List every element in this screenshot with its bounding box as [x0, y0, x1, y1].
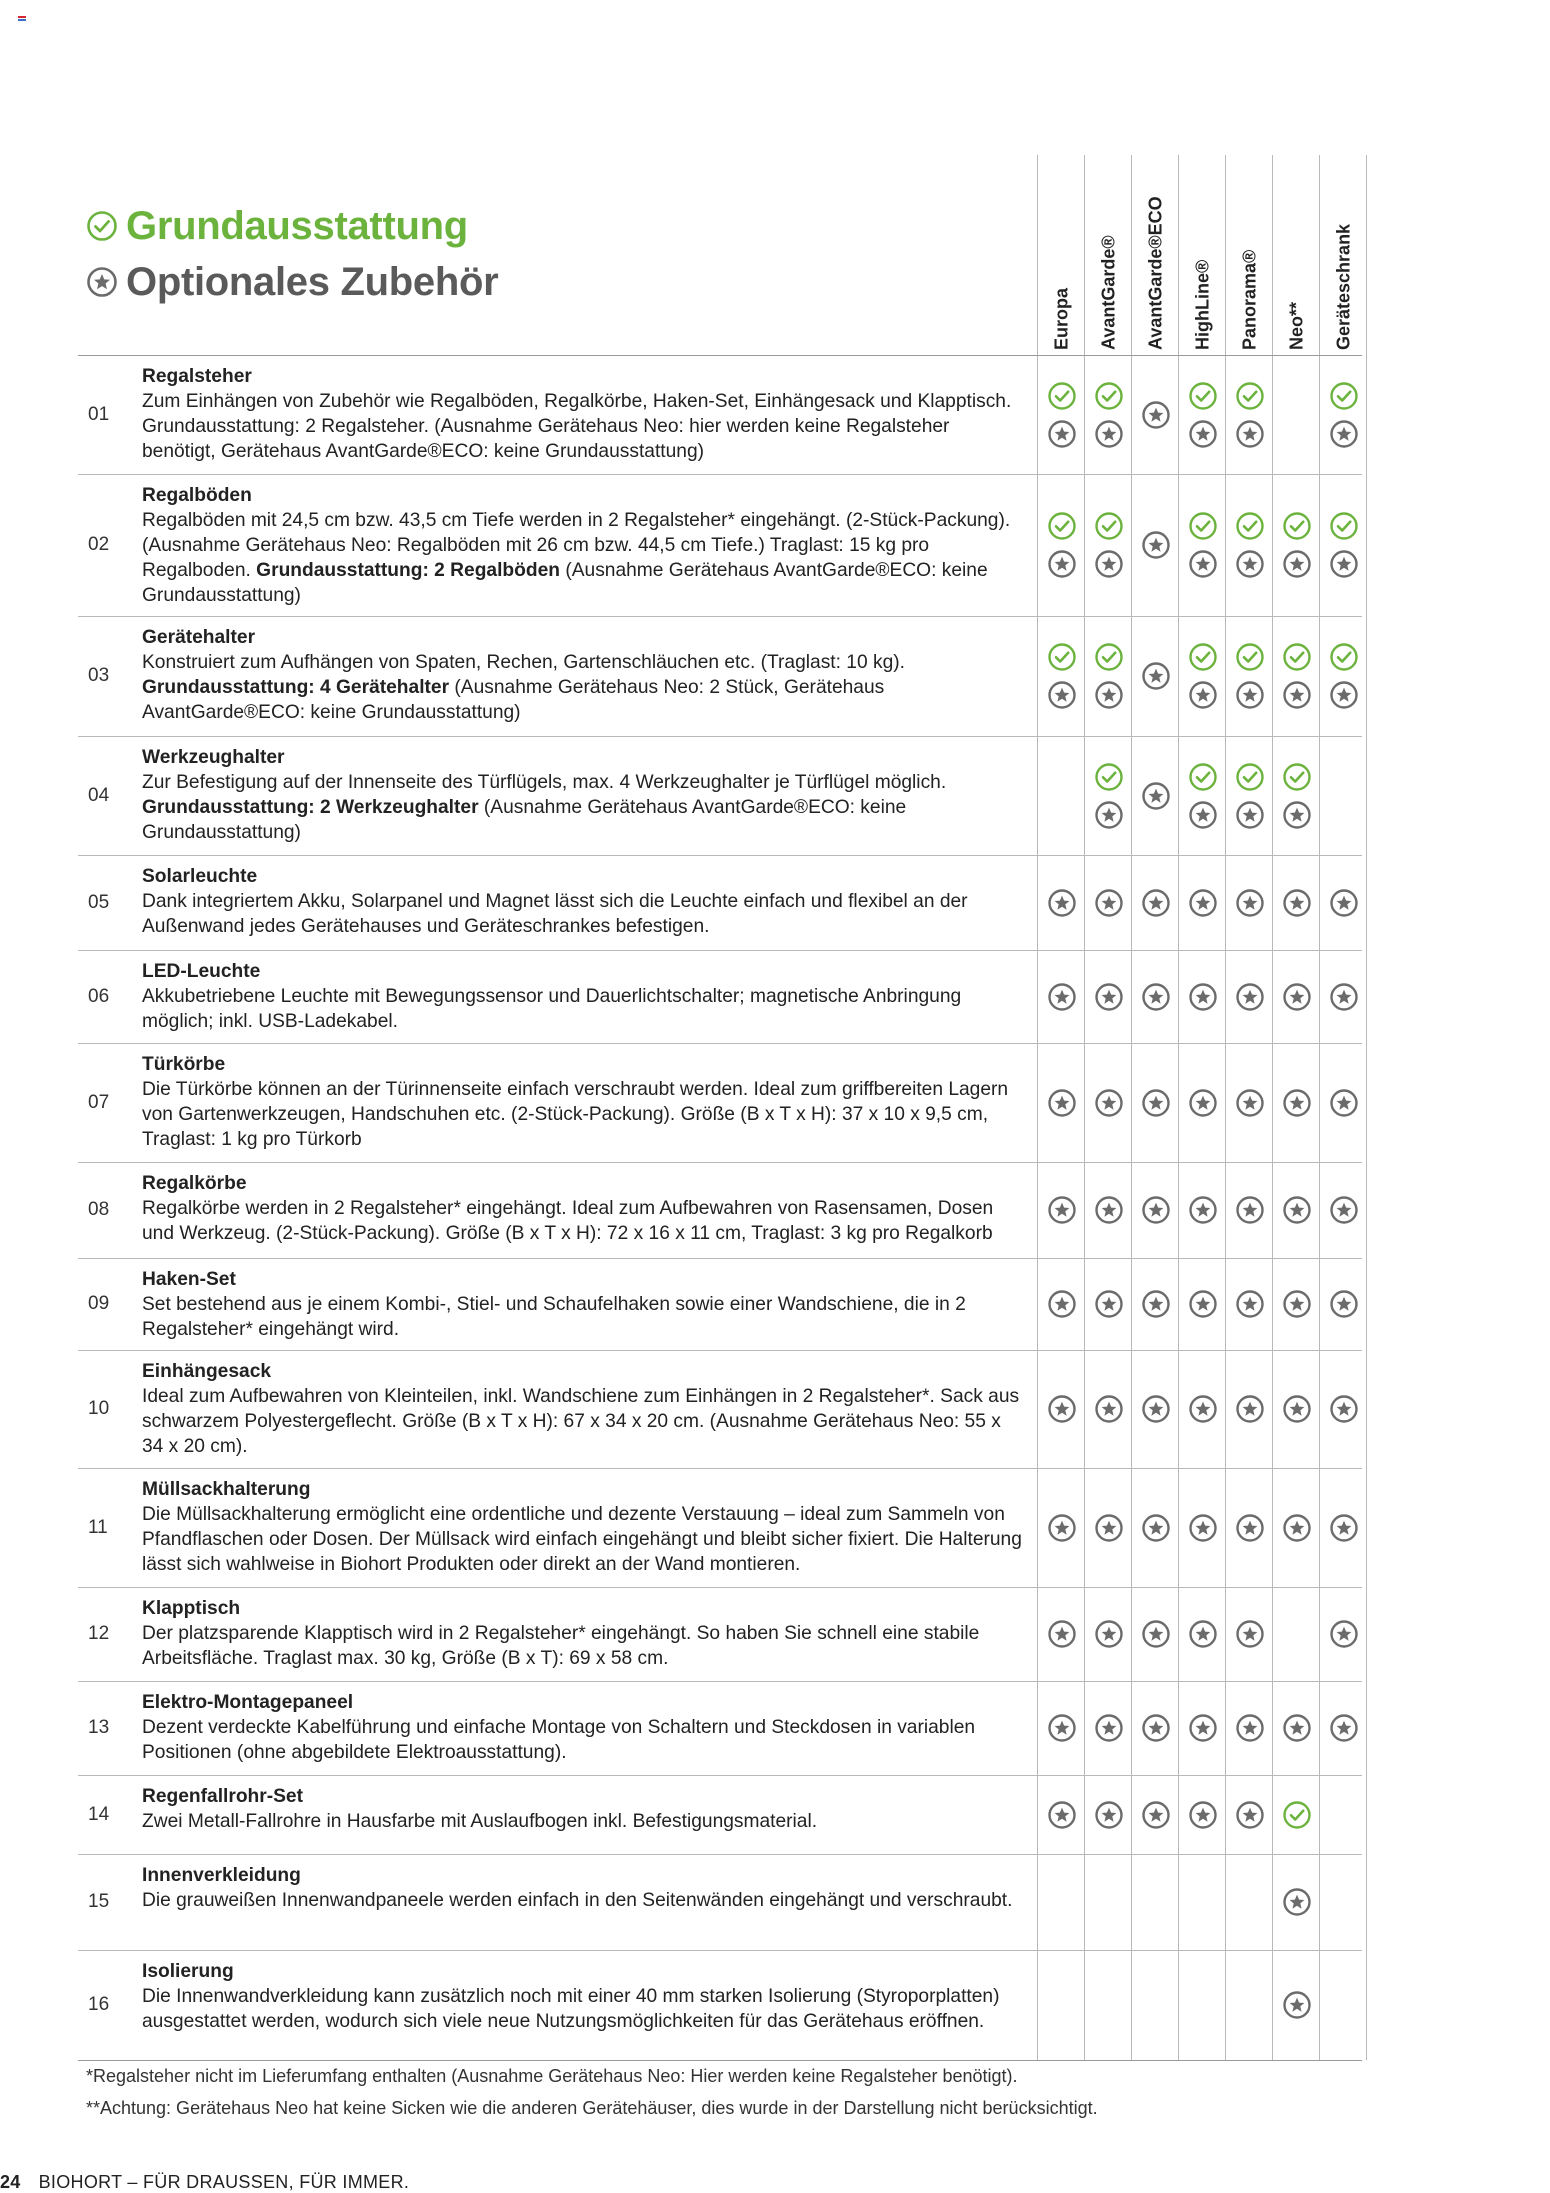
optional-star-icon — [1188, 1394, 1218, 1424]
row-description-standard: Grundausstattung: 4 Gerätehalter — [142, 677, 450, 698]
row-title: Innenverkleidung — [142, 1865, 301, 1886]
standard-check-icon — [1235, 511, 1265, 541]
optional-star-icon — [1047, 419, 1077, 449]
optional-star-icon — [1047, 1800, 1077, 1830]
row-content — [142, 1477, 1022, 1577]
optional-star-icon — [1282, 1195, 1312, 1225]
optional-star-icon — [1141, 1195, 1171, 1225]
row-title: Elektro-Montagepaneel — [142, 1692, 354, 1713]
model-header — [1274, 160, 1320, 350]
legend — [86, 198, 498, 310]
optional-star-icon — [1094, 1195, 1124, 1225]
row-description: Die Innenwandverkleidung kann zusätzlich noch mit einer 40 mm starken Isolierung (Styroporplatten) ausgestattet werden, wodurch sich viele neue Nutzungsmöglichkeiten für das Gerätehaus eröffnen. — [142, 1986, 1000, 2032]
standard-check-icon — [1188, 762, 1218, 792]
optional-star-icon — [1235, 549, 1265, 579]
optional-star-icon — [1235, 800, 1265, 830]
model-header — [1039, 160, 1085, 350]
model-header-label: AvantGarde®ECO — [1145, 196, 1166, 350]
legend-optional — [86, 254, 498, 310]
optional-star-icon — [1188, 800, 1218, 830]
optional-star-icon — [1141, 1394, 1171, 1424]
optional-star-icon — [1094, 1713, 1124, 1743]
row-content — [142, 1596, 1022, 1671]
row-description-note: (Ausnahme Gerätehaus Neo: 2 Stück, Gerätehaus AvantGarde®ECO: keine Grundausstattung) — [142, 677, 885, 723]
row-content — [142, 625, 1022, 725]
row-title: Einhängesack — [142, 1361, 272, 1382]
optional-star-icon — [1047, 680, 1077, 710]
row-content — [142, 364, 1022, 464]
optional-star-icon — [1282, 1990, 1312, 2020]
model-header-label: Panorama® — [1239, 249, 1260, 350]
legend-standard-label: Grundausstattung — [126, 203, 468, 248]
standard-check-icon — [1282, 762, 1312, 792]
optional-star-icon — [1188, 1088, 1218, 1118]
row-description: Ideal zum Aufbewahren von Kleinteilen, inkl. Wandschiene zum Einhängen in 2 Regalsteher*. Sack aus schwarzem Polyestergeflecht. Größe (B x T x H): 67 x 34 x 20 cm. (Ausnahme Gerätehaus Neo: 55 x 34 x 20 cm). — [142, 1386, 1020, 1457]
table-row — [78, 1950, 1362, 2060]
optional-star-icon — [1047, 1713, 1077, 1743]
optional-star-icon — [1094, 1289, 1124, 1319]
optional-star-icon — [1094, 1619, 1124, 1649]
optional-star-icon — [1329, 1394, 1359, 1424]
row-description: Konstruiert zum Aufhängen von Spaten, Rechen, Gartenschläuchen etc. (Traglast: 10 kg). — [142, 652, 905, 673]
optional-star-icon — [1282, 1394, 1312, 1424]
row-description: Dezent verdeckte Kabelführung und einfache Montage von Schaltern und Steckdosen in variablen Positionen (ohne abgebildete Elektroausstattung). — [142, 1717, 976, 1763]
check-circle-icon — [86, 210, 118, 242]
optional-star-icon — [1329, 419, 1359, 449]
optional-star-icon — [1094, 800, 1124, 830]
optional-star-icon — [1282, 680, 1312, 710]
standard-check-icon — [1188, 511, 1218, 541]
row-description: Regalböden mit 24,5 cm bzw. 43,5 cm Tiefe werden in 2 Regalsteher* eingehängt. (2-Stück-Packung). (Ausnahme Gerätehaus Neo: Regalböden mit 26 cm bzw. 44,5 cm Tiefe.) Traglast: 15 kg pro Regalboden. — [142, 510, 1011, 581]
optional-star-icon — [1188, 1289, 1218, 1319]
row-description: Zur Befestigung auf der Innenseite des Türflügels, max. 4 Werkzeughalter je Türflügel möglich. — [142, 772, 947, 793]
optional-star-icon — [1235, 1800, 1265, 1830]
footnote-2: **Achtung: Gerätehaus Neo hat keine Sicken wie die anderen Gerätehäuser, dies wurde in der Darstellung nicht berücksichtigt. — [86, 2098, 1098, 2118]
optional-star-icon — [1094, 419, 1124, 449]
optional-star-icon — [1329, 680, 1359, 710]
optional-star-icon — [1329, 549, 1359, 579]
row-number: 07 — [88, 1091, 110, 1113]
row-description-standard: Grundausstattung: 2 Regalböden — [256, 560, 560, 581]
row-description-standard: Grundausstattung: 2 Werkzeughalter — [142, 797, 479, 818]
row-number: 14 — [88, 1803, 110, 1825]
optional-star-icon — [1047, 982, 1077, 1012]
row-title: LED-Leuchte — [142, 961, 261, 982]
row-title: Regalsteher — [142, 366, 252, 387]
row-title: Müllsackhalterung — [142, 1479, 311, 1500]
model-header — [1086, 160, 1132, 350]
row-content — [142, 959, 1022, 1034]
row-content — [142, 483, 1022, 608]
row-title: Regalböden — [142, 485, 252, 506]
standard-check-icon — [1094, 511, 1124, 541]
row-number: 12 — [88, 1623, 110, 1644]
standard-check-icon — [1235, 642, 1265, 672]
row-number: 13 — [88, 1717, 110, 1738]
footnote-1: *Regalsteher nicht im Lieferumfang enthalten (Ausnahme Gerätehaus Neo: Hier werden keine Regalsteher benötigt). — [86, 2066, 1018, 2086]
standard-check-icon — [1188, 381, 1218, 411]
standard-check-icon — [1329, 381, 1359, 411]
legend-standard — [86, 198, 498, 254]
row-description: Die Müllsackhalterung ermöglicht eine ordentliche und dezente Verstauung – ideal zum Sammeln von Pfandflaschen oder Dosen. Der Müllsack wird einfach eingehängt und bleibt sicher fixiert. Die Halterung lässt sich wahlweise in Biohort Produkten oder direkt an der Wand montieren. — [142, 1504, 1022, 1575]
row-content — [142, 1863, 1022, 1913]
optional-star-icon — [1094, 680, 1124, 710]
optional-star-icon — [1094, 982, 1124, 1012]
optional-star-icon — [1141, 530, 1171, 560]
row-number: 06 — [88, 985, 110, 1007]
optional-star-icon — [1094, 888, 1124, 918]
optional-star-icon — [1282, 1887, 1312, 1917]
legend-optional-label: Optionales Zubehör — [126, 259, 499, 304]
optional-star-icon — [1282, 800, 1312, 830]
model-header-label: HighLine® — [1192, 259, 1213, 350]
row-content — [142, 1359, 1022, 1459]
standard-check-icon — [1235, 762, 1265, 792]
optional-star-icon — [1329, 1619, 1359, 1649]
optional-star-icon — [1047, 1289, 1077, 1319]
optional-star-icon — [1141, 888, 1171, 918]
row-description: Regalkörbe werden in 2 Regalsteher* eingehängt. Ideal zum Aufbewahren von Rasensamen, Dosen und Werkzeug. (2-Stück-Packung). Größe (B x T x H): 72 x 16 x 11 cm, Traglast: 3 kg pro Regalkorb — [142, 1198, 994, 1244]
optional-star-icon — [1329, 1195, 1359, 1225]
optional-star-icon — [1094, 1088, 1124, 1118]
language-flag-icon — [18, 16, 26, 24]
optional-star-icon — [1047, 888, 1077, 918]
optional-star-icon — [1188, 1619, 1218, 1649]
optional-star-icon — [1047, 1195, 1077, 1225]
model-header — [1227, 160, 1273, 350]
optional-star-icon — [1047, 549, 1077, 579]
optional-star-icon — [1188, 888, 1218, 918]
row-description: Zum Einhängen von Zubehör wie Regalböden, Regalkörbe, Haken-Set, Einhängesack und Klapptisch. Grundausstattung: 2 Regalsteher. (Ausnahme Gerätehaus Neo: hier werden keine Regalsteher benötigt, Gerätehaus AvantGarde®ECO: keine Grundausstattung) — [142, 391, 1012, 462]
row-description: Der platzsparende Klapptisch wird in 2 Regalsteher* eingehängt. So haben Sie schnell eine stabile Arbeitsfläche. Traglast max. 30 kg, Größe (B x T): 69 x 58 cm. — [142, 1623, 980, 1669]
row-number: 11 — [88, 1516, 108, 1538]
optional-star-icon — [1282, 549, 1312, 579]
model-header — [1321, 160, 1367, 350]
model-header-label: AvantGarde® — [1098, 235, 1119, 350]
row-number: 08 — [88, 1199, 110, 1220]
optional-star-icon — [1282, 982, 1312, 1012]
standard-check-icon — [1094, 762, 1124, 792]
optional-star-icon — [1235, 1088, 1265, 1118]
optional-star-icon — [1235, 1394, 1265, 1424]
optional-star-icon — [1329, 1713, 1359, 1743]
row-content — [142, 1959, 1022, 2034]
optional-star-icon — [1235, 1619, 1265, 1649]
row-description: Zwei Metall-Fallrohre in Hausfarbe mit Auslaufbogen inkl. Befestigungsmaterial. — [142, 1811, 818, 1832]
row-description: Dank integriertem Akku, Solarpanel und Magnet lässt sich die Leuchte einfach und flexibel an der Außenwand jedes Gerätehauses und Geräteschrankes befestigen. — [142, 891, 968, 937]
optional-star-icon — [1188, 549, 1218, 579]
model-header — [1133, 160, 1179, 350]
standard-check-icon — [1094, 381, 1124, 411]
standard-check-icon — [1047, 642, 1077, 672]
optional-star-icon — [1235, 419, 1265, 449]
standard-check-icon — [1329, 642, 1359, 672]
optional-star-icon — [1329, 888, 1359, 918]
optional-star-icon — [1329, 982, 1359, 1012]
optional-star-icon — [1141, 982, 1171, 1012]
row-number: 03 — [88, 665, 110, 686]
row-number: 09 — [88, 1293, 110, 1314]
optional-star-icon — [1282, 1513, 1312, 1543]
row-title: Gerätehalter — [142, 627, 256, 648]
optional-star-icon — [1094, 1394, 1124, 1424]
row-title: Solarleuchte — [142, 866, 258, 887]
row-description: Set bestehend aus je einem Kombi-, Stiel- und Schaufelhaken sowie einer Wandschiene, die in 2 Regalsteher* eingehängt wird. — [142, 1294, 966, 1340]
standard-check-icon — [1094, 642, 1124, 672]
optional-star-icon — [1047, 1088, 1077, 1118]
standard-check-icon — [1235, 381, 1265, 411]
optional-star-icon — [1282, 1088, 1312, 1118]
optional-star-icon — [1047, 1394, 1077, 1424]
optional-star-icon — [1141, 400, 1171, 430]
standard-check-icon — [1282, 1800, 1312, 1830]
optional-star-icon — [1141, 1619, 1171, 1649]
row-content — [142, 1690, 1022, 1765]
optional-star-icon — [1235, 888, 1265, 918]
optional-star-icon — [1235, 680, 1265, 710]
optional-star-icon — [1094, 549, 1124, 579]
optional-star-icon — [1235, 1289, 1265, 1319]
page-footer — [0, 2172, 409, 2193]
row-number: 16 — [88, 1994, 110, 2015]
optional-star-icon — [1141, 661, 1171, 691]
row-description: Die Türkörbe können an der Türinnenseite einfach verschraubt werden. Ideal zum griffbereiten Lagern von Gartenwerkzeugen, Handschuhen etc. (2-Stück-Packung). Größe (B x T x H): 37 x 10 x 9,5 cm, Traglast: 1 kg pro Türkorb — [142, 1079, 1009, 1150]
optional-star-icon — [1188, 1800, 1218, 1830]
optional-star-icon — [1188, 419, 1218, 449]
optional-star-icon — [1235, 1195, 1265, 1225]
star-circle-icon — [86, 266, 118, 298]
optional-star-icon — [1047, 1619, 1077, 1649]
row-number: 04 — [88, 784, 110, 806]
standard-check-icon — [1282, 642, 1312, 672]
row-content — [142, 1784, 1022, 1834]
standard-check-icon — [1188, 642, 1218, 672]
row-number: 02 — [88, 534, 110, 555]
optional-star-icon — [1188, 680, 1218, 710]
optional-star-icon — [1047, 1513, 1077, 1543]
row-number: 15 — [88, 1891, 110, 1912]
row-content — [142, 864, 1022, 939]
optional-star-icon — [1282, 1289, 1312, 1319]
footer-slogan: BIOHORT – FÜR DRAUSSEN, FÜR IMMER. — [38, 2172, 410, 2192]
optional-star-icon — [1282, 888, 1312, 918]
page-number: 24 — [0, 2172, 21, 2192]
row-title: Regalkörbe — [142, 1173, 247, 1194]
model-header-label: Neo** — [1286, 301, 1307, 350]
optional-star-icon — [1235, 982, 1265, 1012]
optional-star-icon — [1188, 1713, 1218, 1743]
optional-star-icon — [1188, 982, 1218, 1012]
model-header-label: Geräteschrank — [1333, 223, 1354, 350]
model-header-label: Europa — [1051, 287, 1072, 350]
optional-star-icon — [1094, 1800, 1124, 1830]
optional-star-icon — [1141, 781, 1171, 811]
optional-star-icon — [1188, 1513, 1218, 1543]
row-number: 05 — [88, 891, 110, 913]
model-header — [1180, 160, 1226, 350]
row-title: Isolierung — [142, 1961, 234, 1982]
optional-star-icon — [1329, 1289, 1359, 1319]
row-content — [142, 1171, 1022, 1246]
row-description-note: (Ausnahme Gerätehaus AvantGarde®ECO: keine Grundausstattung) — [142, 560, 988, 606]
row-description: Die grauweißen Innenwandpaneele werden einfach in den Seitenwänden eingehängt und verschraubt. — [142, 1890, 1013, 1911]
optional-star-icon — [1282, 1713, 1312, 1743]
row-title: Türkörbe — [142, 1054, 226, 1075]
optional-star-icon — [1141, 1513, 1171, 1543]
row-title: Regenfallrohr-Set — [142, 1786, 303, 1807]
optional-star-icon — [1094, 1513, 1124, 1543]
column-divider — [1366, 155, 1367, 2060]
optional-star-icon — [1141, 1289, 1171, 1319]
optional-star-icon — [1329, 1513, 1359, 1543]
row-description: Akkubetriebene Leuchte mit Bewegungssensor und Dauerlichtschalter; magnetische Anbringung möglich; inkl. USB-Ladekabel. — [142, 986, 962, 1032]
row-title: Werkzeughalter — [142, 747, 285, 768]
row-number: 01 — [88, 403, 110, 425]
optional-star-icon — [1141, 1713, 1171, 1743]
optional-star-icon — [1141, 1088, 1171, 1118]
optional-star-icon — [1329, 1088, 1359, 1118]
row-description-note: (Ausnahme Gerätehaus AvantGarde®ECO: keine Grundausstattung) — [142, 797, 907, 843]
optional-star-icon — [1188, 1195, 1218, 1225]
optional-star-icon — [1235, 1713, 1265, 1743]
standard-check-icon — [1329, 511, 1359, 541]
row-content — [142, 1052, 1022, 1152]
row-number: 10 — [88, 1398, 110, 1419]
standard-check-icon — [1047, 381, 1077, 411]
standard-check-icon — [1282, 511, 1312, 541]
standard-check-icon — [1047, 511, 1077, 541]
row-title: Klapptisch — [142, 1598, 241, 1619]
row-title: Haken-Set — [142, 1269, 236, 1290]
optional-star-icon — [1235, 1513, 1265, 1543]
row-content — [142, 1267, 1022, 1342]
table-row — [78, 1854, 1362, 1950]
optional-star-icon — [1141, 1800, 1171, 1830]
row-content — [142, 745, 1022, 845]
row-divider — [78, 2060, 1362, 2061]
